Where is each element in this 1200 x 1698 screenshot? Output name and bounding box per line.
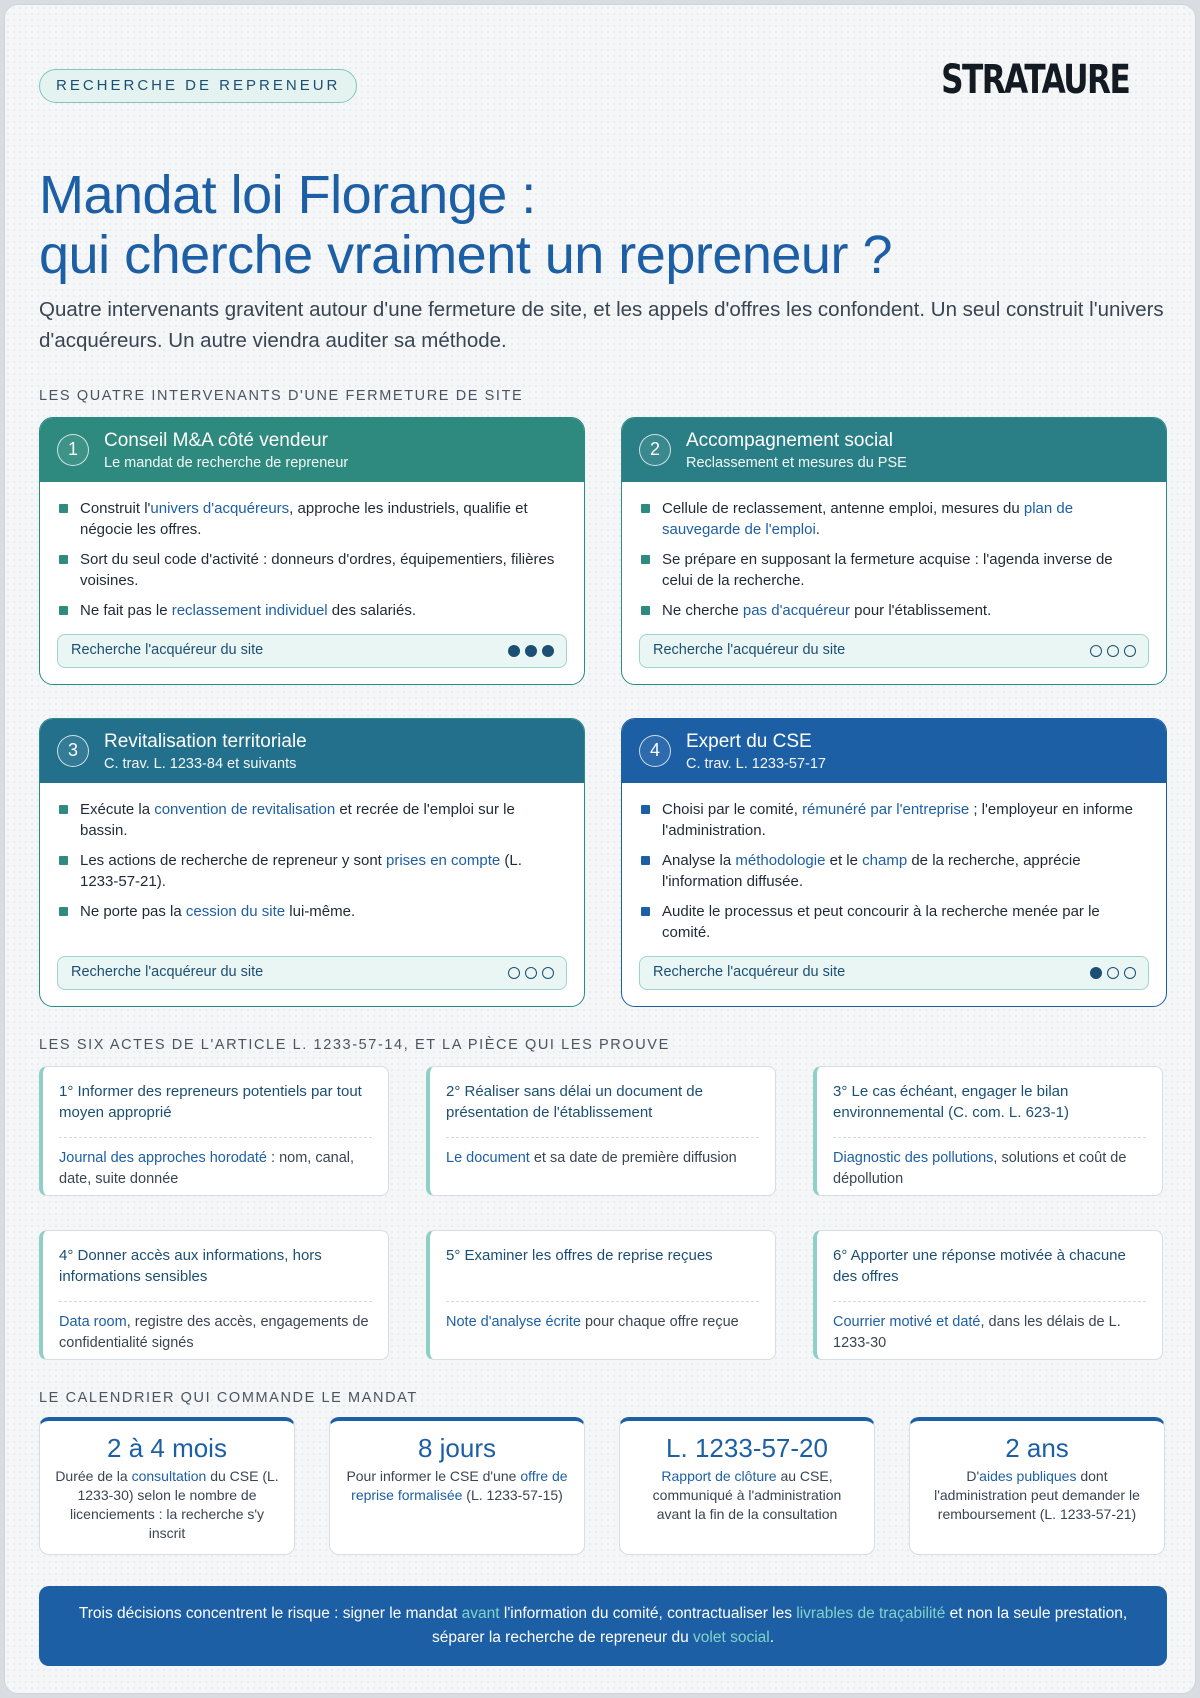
actor-item-list [622,783,1166,943]
actor-item: Ne fait pas le reclassement individuel des salariés. [58,600,562,621]
rating-dot-filled [542,645,554,657]
act-title: 2° Réaliser sans délai un document de présentation de l'établissement [446,1083,703,1121]
actor-title: Accompagnement social [686,430,893,451]
actor-subtitle: C. trav. L. 1233-57-17 [686,756,826,772]
pill-label: Recherche l'acquéreur du site [653,964,846,980]
actor-subtitle: C. trav. L. 1233-84 et suivants [104,756,297,772]
actor-item: Analyse la méthodologie et le champ de la recherche, apprécie l'information diffusée. [640,850,1144,892]
actor-card-header [622,418,1166,482]
actor-item-list [622,482,1166,621]
actor-card-1 [39,417,585,685]
page [4,4,1196,1694]
calendar-card-4 [909,1417,1165,1555]
actor-item: Les actions de recherche de repreneur y sont prises en compte (L. 1233-57-21). [58,850,562,892]
calendar-text: Pour informer le CSE d'une offre de reprise formalisée (L. 1233-57-15) [346,1468,568,1503]
calendar-figure: 2 à 4 mois [107,1433,227,1463]
actor-item: Choisi par le comité, rémunéré par l'entreprise ; l'employeur en informe l'administration. [640,799,1144,841]
rating-dot-filled [508,645,520,657]
act-divider [59,1301,372,1302]
act-card-2 [426,1066,776,1196]
rating-dots [508,967,554,979]
actor-item-list [40,482,584,621]
pill-label: Recherche l'acquéreur du site [653,642,846,658]
actor-number: 4 [639,735,671,767]
act-proof: Journal des approches horodaté : nom, canal, date, suite donnée [59,1150,355,1187]
act-proof: Note d'analyse écrite pour chaque offre reçue [446,1314,739,1330]
actor-subtitle: Reclassement et mesures du PSE [686,455,907,471]
acquirer-search-indicator [639,956,1149,990]
conclusion-banner: Trois décisions concentrent le risque : signer le mandat avant l'information du comité, contractualiser les livrables de traçabilité et non la seule prestation, séparer la recherche de repreneur du volet social. [39,1586,1167,1666]
actor-item: Se prépare en supposant la fermeture acquise : l'agenda inverse de celui de la recherche. [640,549,1144,591]
section-label-calendar: LE CALENDRIER QUI COMMANDE LE MANDAT [39,1390,418,1406]
actor-item: Cellule de reclassement, antenne emploi, mesures du plan de sauvegarde de l'emploi. [640,498,1144,540]
rating-dots [508,645,554,657]
calendar-text: Rapport de clôture au CSE, communiqué à l'administration avant la fin de la consultation [652,1468,842,1522]
act-title: 1° Informer des repreneurs potentiels par tout moyen approprié [59,1083,362,1121]
pill-label: Recherche l'acquéreur du site [71,964,264,980]
actor-card-4 [621,718,1167,1007]
title-line-2: qui cherche vraiment un repreneur ? [39,225,892,285]
act-divider [833,1137,1146,1138]
rating-dot-empty [1124,967,1136,979]
act-proof: Diagnostic des pollutions, solutions et coût de dépollution [833,1150,1127,1187]
rating-dot-empty [525,967,537,979]
rating-dots [1090,967,1136,979]
act-divider [446,1137,759,1138]
calendar-text: D'aides publiques dont l'administration peut demander le remboursement (L. 1233-57-21) [934,1468,1140,1522]
rating-dot-filled [1090,967,1102,979]
act-card-6 [813,1230,1163,1360]
calendar-figure: 8 jours [417,1433,497,1463]
actor-item: Exécute la convention de revitalisation et recrée de l'emploi sur le bassin. [58,799,562,841]
act-title: 3° Le cas échéant, engager le bilan environnemental (C. com. L. 623-1) [833,1083,1069,1121]
act-title: 6° Apporter une réponse motivée à chacune des offres [833,1247,1126,1285]
section-label-actors: LES QUATRE INTERVENANTS D'UNE FERMETURE DE SITE [39,388,524,404]
actor-item: Construit l'univers d'acquéreurs, approche les industriels, qualifie et négocie les offres. [58,498,562,540]
act-title: 4° Donner accès aux informations, hors informations sensibles [59,1247,322,1285]
act-card-1 [39,1066,389,1196]
act-divider [833,1301,1146,1302]
lead-paragraph: Quatre intervenants gravitent autour d'une fermeture de site, et les appels d'offres les confondent. Un seul construit l'univers d'acquéreurs. Un autre viendra auditer sa méthode. [39,298,1164,352]
rating-dot-empty [1107,645,1119,657]
title-line-1: Mandat loi Florange : [39,165,536,225]
calendar-text: Durée de la consultation du CSE (L. 1233-30) selon le nombre de licenciements : la recherche s'y inscrit [55,1468,279,1541]
act-divider [59,1137,372,1138]
act-card-5 [426,1230,776,1360]
acquirer-search-indicator [57,634,567,668]
act-proof: Courrier motivé et daté, dans les délais de L. 1233-30 [833,1314,1121,1351]
act-card-3 [813,1066,1163,1196]
brand-logo: STRATAURE [940,57,1129,103]
actor-item: Audite le processus et peut concourir à la recherche menée par le comité. [640,901,1144,943]
calendar-figure: 2 ans [1005,1433,1069,1463]
pill-label: Recherche l'acquéreur du site [71,642,264,658]
rating-dot-empty [1090,645,1102,657]
actor-title: Expert du CSE [686,731,812,752]
actor-card-header [622,719,1166,783]
calendar-card-2 [329,1417,585,1555]
actor-item-list [40,783,584,922]
acquirer-search-indicator [639,634,1149,668]
actor-card-2 [621,417,1167,685]
actor-item: Ne porte pas la cession du site lui-même. [58,901,562,922]
calendar-figure: L. 1233-57-20 [666,1433,828,1463]
actor-item: Ne cherche pas d'acquéreur pour l'établissement. [640,600,1144,621]
act-title: 5° Examiner les offres de reprise reçues [446,1247,713,1264]
actor-card-header [40,418,584,482]
act-divider [446,1301,759,1302]
rating-dot-empty [1107,967,1119,979]
actor-item: Sort du seul code d'activité : donneurs d'ordres, équipementiers, filières voisines. [58,549,562,591]
category-tag: RECHERCHE DE REPRENEUR [39,69,357,103]
actor-subtitle: Le mandat de recherche de repreneur [104,455,349,471]
act-proof: Data room, registre des accès, engagements de confidentialité signés [59,1314,369,1351]
actor-title: Revitalisation territoriale [104,731,307,752]
calendar-card-1 [39,1417,295,1555]
rating-dots [1090,645,1136,657]
section-label-acts: LES SIX ACTES DE L'ARTICLE L. 1233-57-14, ET LA PIÈCE QUI LES PROUVE [39,1037,670,1053]
actor-card-header [40,719,584,783]
acquirer-search-indicator [57,956,567,990]
calendar-card-3 [619,1417,875,1555]
act-proof: Le document et sa date de première diffusion [446,1150,737,1166]
act-card-4 [39,1230,389,1360]
actor-title: Conseil M&A côté vendeur [104,430,328,451]
actor-number: 2 [639,434,671,466]
actor-number: 1 [57,434,89,466]
rating-dot-empty [542,967,554,979]
rating-dot-empty [508,967,520,979]
rating-dot-empty [1124,645,1136,657]
actor-card-3 [39,718,585,1007]
rating-dot-filled [525,645,537,657]
actor-number: 3 [57,735,89,767]
page-title [39,165,892,285]
